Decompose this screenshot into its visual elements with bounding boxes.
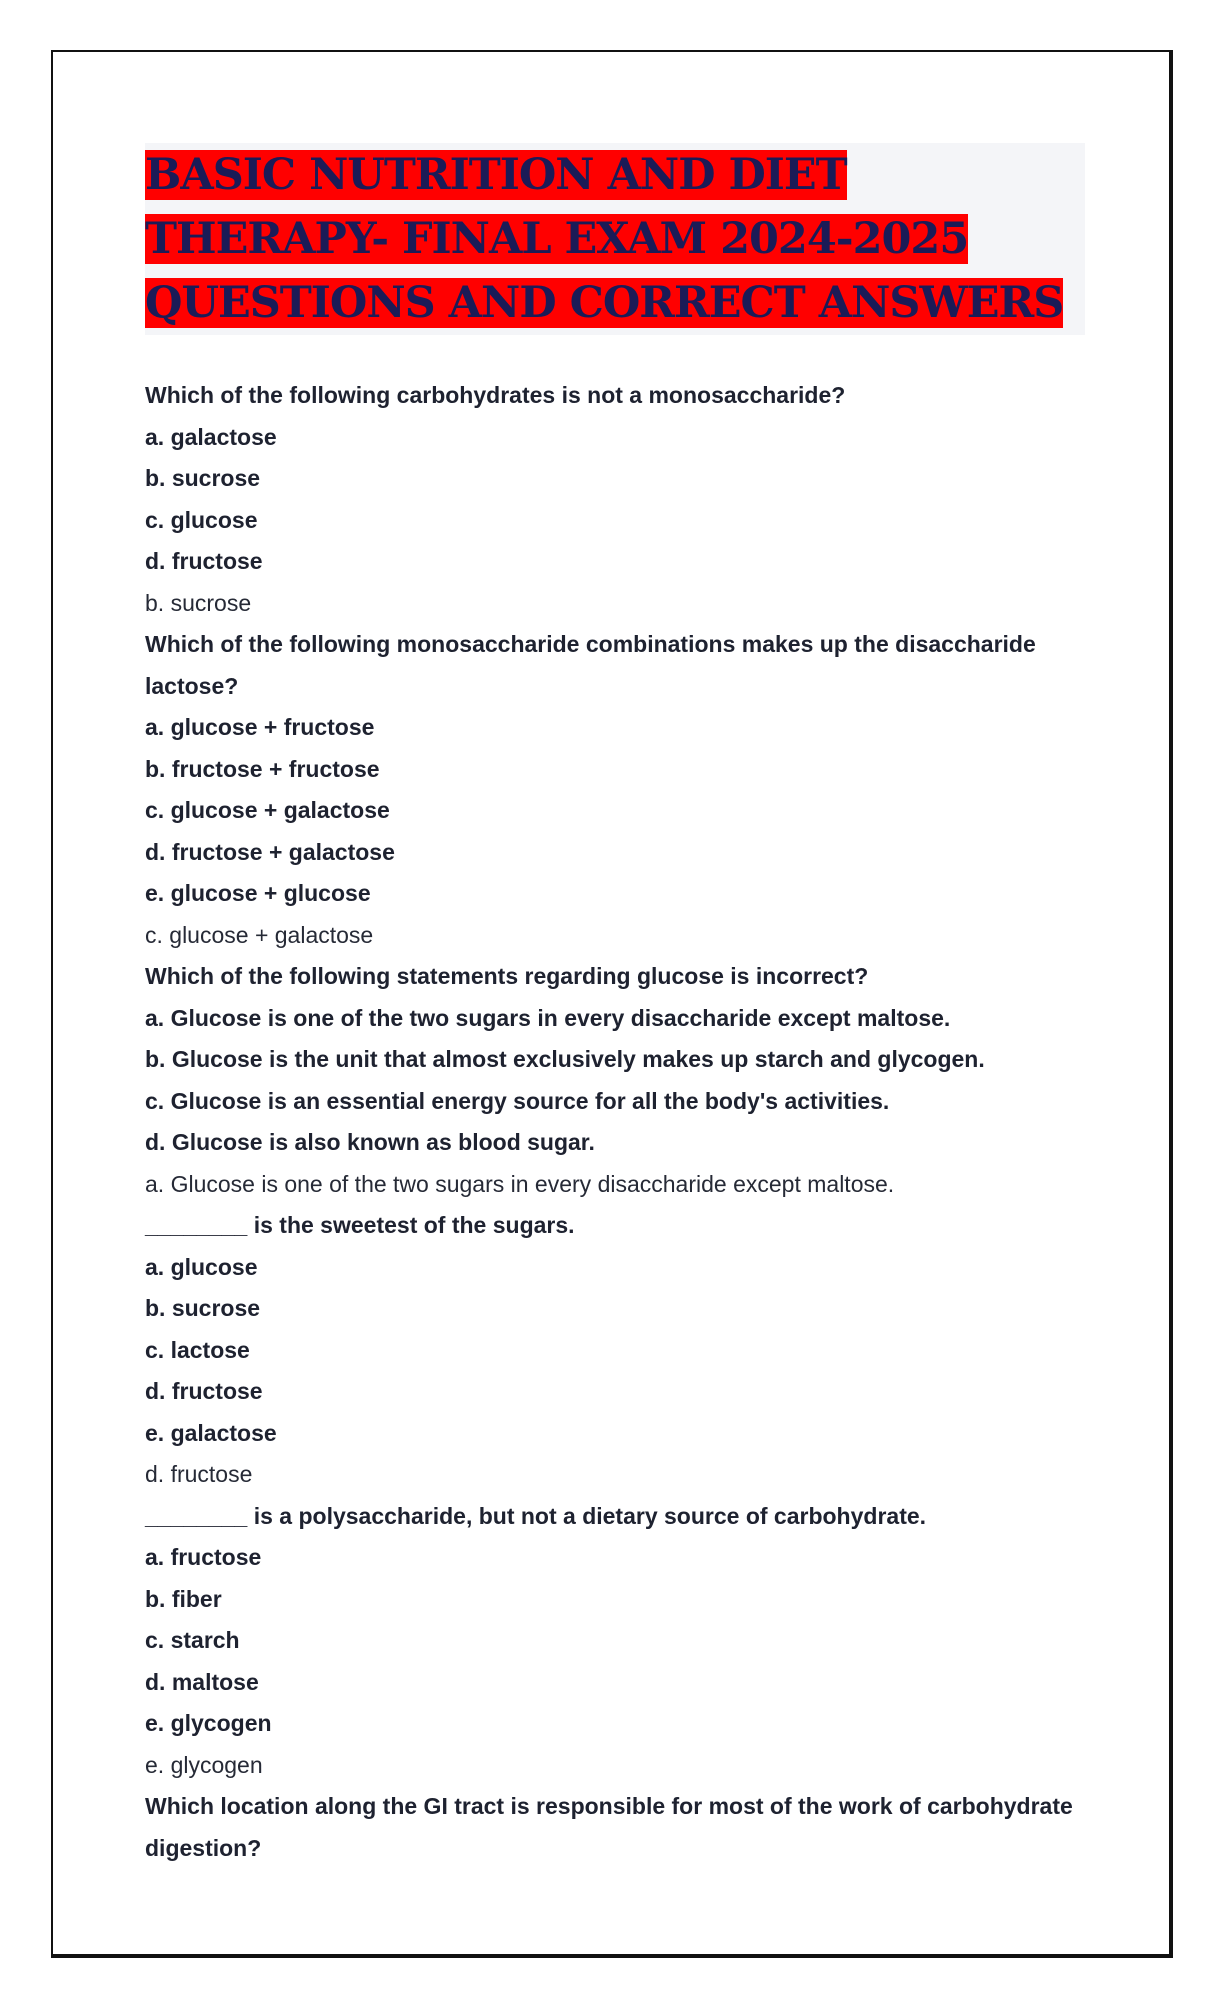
question-item bbox=[145, 1205, 1085, 1496]
correct-answer: b. sucrose bbox=[145, 589, 252, 616]
option: a. glucose + fructose bbox=[145, 714, 375, 740]
question-text: Which location along the GI tract is responsible for most of the work of carbohydrate digestion? bbox=[145, 1793, 1073, 1861]
question-item bbox=[145, 956, 1085, 1205]
option: e. galactose bbox=[145, 1419, 277, 1446]
correct-answer: c. glucose + galactose bbox=[145, 921, 374, 948]
question-item bbox=[145, 1496, 1085, 1787]
option: b. fiber bbox=[145, 1585, 222, 1612]
option: a. glucose bbox=[145, 1253, 258, 1280]
option: e. glucose + glucose bbox=[145, 880, 371, 906]
question-text: Which of the following carbohydrates is not a monosaccharide? bbox=[145, 382, 846, 408]
question-item bbox=[145, 1786, 1085, 1869]
question-item bbox=[145, 375, 1085, 624]
option: c. starch bbox=[145, 1627, 240, 1653]
question-item bbox=[145, 624, 1085, 956]
option: a. Glucose is one of the two sugars in every disaccharide except maltose. bbox=[145, 1004, 951, 1031]
option: e. glycogen bbox=[145, 1710, 272, 1736]
option: c. Glucose is an essential energy source for all the body's activities. bbox=[145, 1087, 890, 1114]
question-text: Which of the following statements regarding glucose is incorrect? bbox=[145, 963, 869, 989]
option: b. fructose + fructose bbox=[145, 755, 380, 782]
option: c. glucose bbox=[145, 506, 258, 533]
option: d. fructose bbox=[145, 548, 263, 574]
option: b. sucrose bbox=[145, 465, 261, 491]
question-text: Which of the following monosaccharide combinations makes up the disaccharide lactose? bbox=[145, 631, 1036, 699]
title-block bbox=[145, 143, 1085, 335]
option: c. lactose bbox=[145, 1336, 250, 1363]
question-text: ________ is the sweetest of the sugars. bbox=[145, 1212, 575, 1238]
option: a. fructose bbox=[145, 1544, 262, 1570]
option: b. sucrose bbox=[145, 1295, 261, 1321]
document-title bbox=[145, 143, 1085, 335]
question-list bbox=[145, 375, 1085, 1869]
option: a. galactose bbox=[145, 423, 277, 450]
option: c. glucose + galactose bbox=[145, 797, 390, 823]
correct-answer: a. Glucose is one of the two sugars in every disaccharide except maltose. bbox=[145, 1170, 895, 1197]
option: d. maltose bbox=[145, 1668, 259, 1695]
correct-answer: d. fructose bbox=[145, 1461, 253, 1487]
question-text: ________ is a polysaccharide, but not a dietary source of carbohydrate. bbox=[145, 1502, 927, 1529]
option: d. fructose + galactose bbox=[145, 838, 395, 865]
option: d. fructose bbox=[145, 1378, 263, 1404]
option: b. Glucose is the unit that almost exclusively makes up starch and glycogen. bbox=[145, 1046, 985, 1072]
option: d. Glucose is also known as blood sugar. bbox=[145, 1129, 595, 1155]
document-content bbox=[145, 143, 1085, 1869]
correct-answer: e. glycogen bbox=[145, 1751, 263, 1778]
title-highlight: BASIC NUTRITION AND DIET THERAPY- FINAL EXAM 2024-2025 QUESTIONS AND CORRECT ANSWERS bbox=[145, 150, 1064, 328]
